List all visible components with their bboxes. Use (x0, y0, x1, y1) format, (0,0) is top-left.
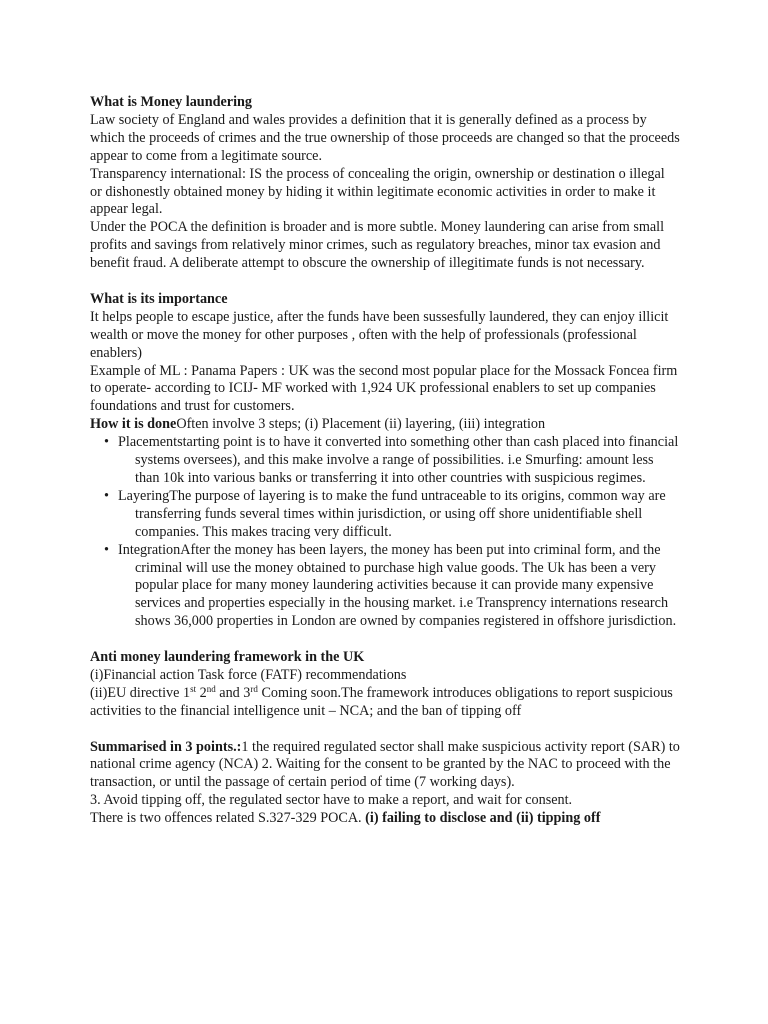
spacer (90, 721, 680, 739)
paragraph-summarised (90, 739, 680, 793)
how-text: Often involve 3 steps; (i) Placement (ii) layering, (iii) integration (176, 416, 546, 433)
list-item-layering (90, 488, 680, 542)
spacer (90, 631, 680, 649)
bullet-text: starting point is to have it converted into something other than cash placed into financial systems oversees), and this make involve a range of possibilities. i.e Smurfing: amount less than 10k into various banks or transferring it into other countries with suspicious regimes. (135, 434, 679, 487)
summarised-label: Summarised in 3 points.: (90, 738, 242, 755)
paragraph-escape-justice: It helps people to escape justice, after the funds have been sussesfully laundered, they can enjoy illicit wealth or move the money for other purposes , often with the help of professionals (professional enablers) (90, 308, 669, 361)
list-item-placement (90, 434, 680, 488)
how-label: How it is done (90, 416, 177, 433)
bullet-icon: • (104, 487, 109, 504)
heading-importance: What is its importance (90, 290, 228, 307)
bullet-text: The purpose of layering is to make the fund untraceable to its origins, common way are transferring funds several times within jurisdiction, or using off shore unidentifiable shell companies. This makes tracing very difficult. (135, 487, 666, 540)
steps-list (90, 434, 680, 631)
paragraph-poca-definition: Under the POCA the definition is broader and is more subtle. Money laundering can arise from small profits and savings from relatively minor crimes, such as regulatory breaches, minor tax evasion and benefit fraud. A deliberate attempt to obscure the ownership of illegitimate funds is not necessary. (90, 219, 665, 272)
paragraph-eu-directive: (ii)EU directive 1st 2nd and 3rd Coming soon.The framework introduces obligations to report suspicious activities to the financial intelligence unit – NCA; and the ban of tipping off (90, 683, 673, 719)
heading-what-is-money-laundering: What is Money laundering (90, 94, 252, 110)
paragraph-avoid-tipping-off: 3. Avoid tipping off, the regulated sector have to make a report, and wait for consent. (90, 792, 573, 809)
bullet-label: Integration (118, 541, 181, 558)
list-item-integration (90, 542, 680, 632)
spacer (90, 273, 680, 291)
bullet-icon: • (104, 434, 109, 451)
paragraph-law-society-definition: Law society of England and wales provides a definition that it is generally defined as a process by which the proceeds of crimes and the true ownership of those proceeds are changed so that the proceeds appear to come from a legitimate source. (90, 111, 680, 164)
paragraph-transparency-international: Transparency international: IS the process of concealing the origin, ownership or destination o illegal or dishonestly obtained money by hiding it within legitimate economic activities in order to make it appear legal. (90, 165, 665, 218)
paragraph-how-it-is-done (90, 416, 680, 434)
bullet-text: After the money has been layers, the money has been put into criminal form, and the criminal will use the money obtained to purchase high value goods. The Uk has been a very popular place for many money laundering activities because it can provide many expensive services and properties especially in the housing market. i.e Transprency internations research shows 36,000 properties in London are owned by companies registered in offshore jurisdiction. (135, 541, 677, 630)
summarised-text: 1 the required regulated sector shall make suspicious activity report (SAR) to national crime agency (NCA) 2. Waiting for the consent to be granted by the NAC to proceed with the transaction, or until the passage of certain period of time (7 working days). (90, 738, 680, 791)
paragraph-panama-papers: Example of ML : Panama Papers : UK was the second most popular place for the Mossack Foncea firm to operate- according to ICIJ- MF worked with 1,924 UK professional enablers to set up companies foundations and trust for customers. (90, 362, 678, 415)
paragraph-offences: There is two offences related S.327-329 POCA. (i) failing to disclose and (ii) tipping off (90, 810, 601, 827)
document-page (90, 94, 680, 828)
heading-aml-framework: Anti money laundering framework in the UK (90, 649, 365, 666)
bullet-icon: • (104, 541, 109, 558)
paragraph-fatf: (i)Financial action Task force (FATF) recommendations (90, 666, 407, 683)
bullet-label: Placement (118, 434, 178, 451)
bullet-label: Layering (118, 487, 170, 504)
